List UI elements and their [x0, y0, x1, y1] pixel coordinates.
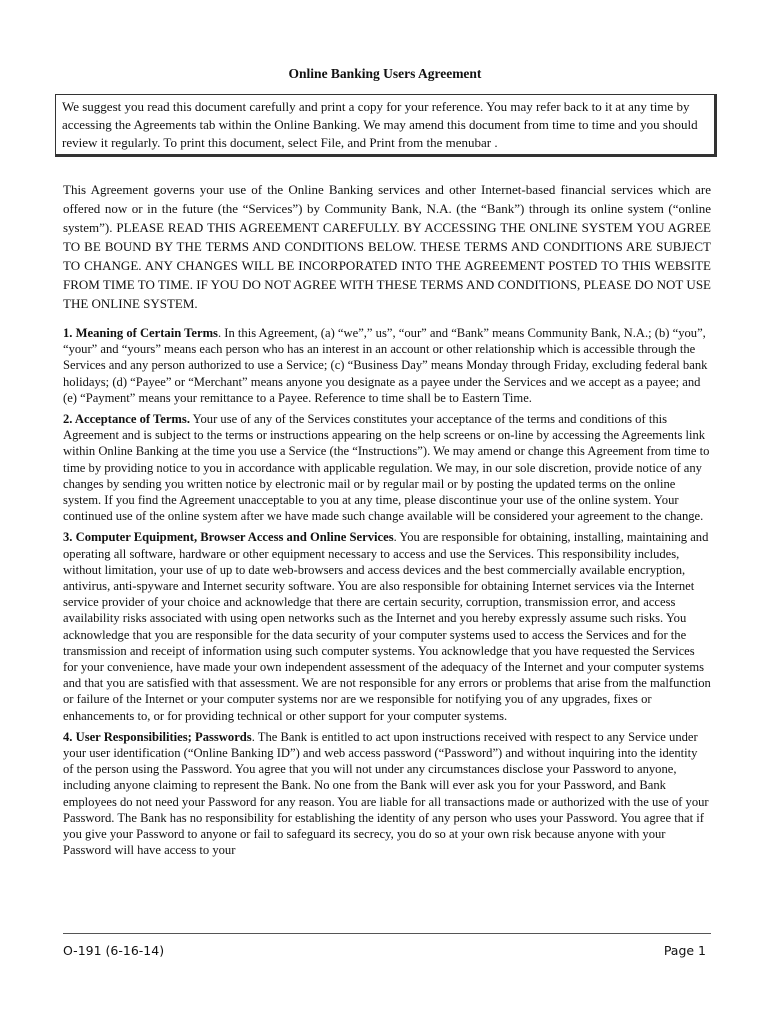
section-heading: 3. Computer Equipment, Browser Access and Online Services [63, 530, 394, 545]
intro-paragraph: This Agreement governs your use of the Online Banking services and other Internet-based financial services which are offered now or in the future (the “Services”) by Community Bank, N.A. (the “Bank”) through its online system (“online system”). PLEASE READ THIS AGREEMENT CAREFULLY. BY ACCESSING THE ONLINE SYSTEM YOU AGREE TO BE BOUND BY THE TERMS AND CONDITIONS BELOW. THESE TERMS AND CONDITIONS ARE SUBJECT TO CHANGE. ANY CHANGES WILL BE INCORPORATED INTO THE AGREEMENT POSTED TO THIS WEBSITE FROM TIME TO TIME. IF YOU DO NOT AGREE WITH THESE TERMS AND CONDITIONS, PLEASE DO NOT USE THE ONLINE SYSTEM. [63, 182, 711, 311]
section-text: . In this Agreement, (a) “we”,” us”, “our” and “Bank” means Community Bank, N.A.; (b) “you”, “your” and “yours” means each person who has an interest in an account or other relationship which is accessible through the Services and any person authorized to use a Service; (c) “Business Day” means Monday through Friday, excluding federal bank holidays; (d) “Payee” or “Merchant” means anyone you designate as a payee under the Services and we accept as a payee; and (e) “Payment” means your remittance to a Payee. Reference to time shall be to Eastern Time. [63, 326, 708, 405]
section-heading: 4. User Responsibilities; Passwords [63, 729, 252, 744]
reference-notice-box: We suggest you read this document carefully and print a copy for your reference. You may refer back to it at any time by accessing the Agreements tab within the Online Banking. We may amend this document from time to time and you should review it regularly. To print this document, select File, and Print from the menubar . [55, 94, 717, 157]
sections-container [63, 325, 711, 864]
section-computer-equipment [63, 529, 711, 723]
section-text: . The Bank is entitled to act upon instructions received with respect to any Service under your user identification (“Online Banking ID”) and web access password (“Password”) and without inquiring into the identity of the person using the Password. You agree that you will not under any circumstances disclose your Password to anyone, including anyone claiming to represent the Bank. No one from the Bank will ever ask you for your Password, and Bank employees do not need your Password for any reason. You are liable for all transactions made or authorized with the use of your Password. The Bank has no responsibility for establishing the identity of any person who uses your Password. You agree that if you give your Password to anyone or fail to safeguard its secrecy, you do so at your own risk because anyone with your Password will have access to your [63, 729, 709, 858]
section-user-responsibilities [63, 729, 711, 859]
section-acceptance-of-terms [63, 411, 711, 524]
section-meaning-of-terms [63, 325, 711, 406]
page-number: Page 1 [663, 943, 706, 958]
section-heading: 1. Meaning of Certain Terms [63, 326, 218, 340]
section-text: Your use of any of the Services constitutes your acceptance of the terms and conditions of this Agreement and is subject to the terms or instructions appearing on the help screens or on-line by accessing the Agreements link within Online Banking at the time you use a Service (the “Instructions”). We may amend or change this Agreement from time to time by providing notice to you in accordance with applicable regulation. We may, in our sole discretion, provide notice of any changes by sending you written notice by electronic mail or by regular mail or by posting the updated terms on the online system. If you find the Agreement unacceptable to you at any time, please discontinue your use of the online system. Your continued use of the online system after we have made such change available will be considered your agreement to the change. [63, 412, 710, 524]
footer-divider [63, 933, 711, 934]
section-text: . You are responsible for obtaining, installing, maintaining and operating all software, hardware or other equipment necessary to access and use the Services. This responsibility includes, without limitation, your use of up to date web-browsers and access devices and the best commercially available encryption, antivirus, anti-spyware and Internet security software. You are also responsible for obtaining Internet services via the Internet service provider of your choice and acknowledge that there are certain security, corruption, transmission error, and access availability risks associated with using open networks such as the Internet and you hereby expressly assume such risks. You acknowledge that you are responsible for the data security of your computer systems used to access the Services and for the transmission and receipt of information using such computer systems. You acknowledge that you have requested the Services for your convenience, have made your own independent assessment of the adequacy of the Internet and your computer systems and that you are satisfied with that assessment. We are not responsible for any errors or problems that arise from the malfunction or failure of the Internet or your computer systems nor are we responsible for notifying you of any upgrades, fixes or enhancements to, or for providing technical or other support for your computer systems. [63, 530, 711, 723]
form-number: O-191 (6-16-14) [63, 943, 165, 958]
section-heading: 2. Acceptance of Terms. [63, 412, 190, 427]
document-title: Online Banking Users Agreement [288, 66, 482, 81]
